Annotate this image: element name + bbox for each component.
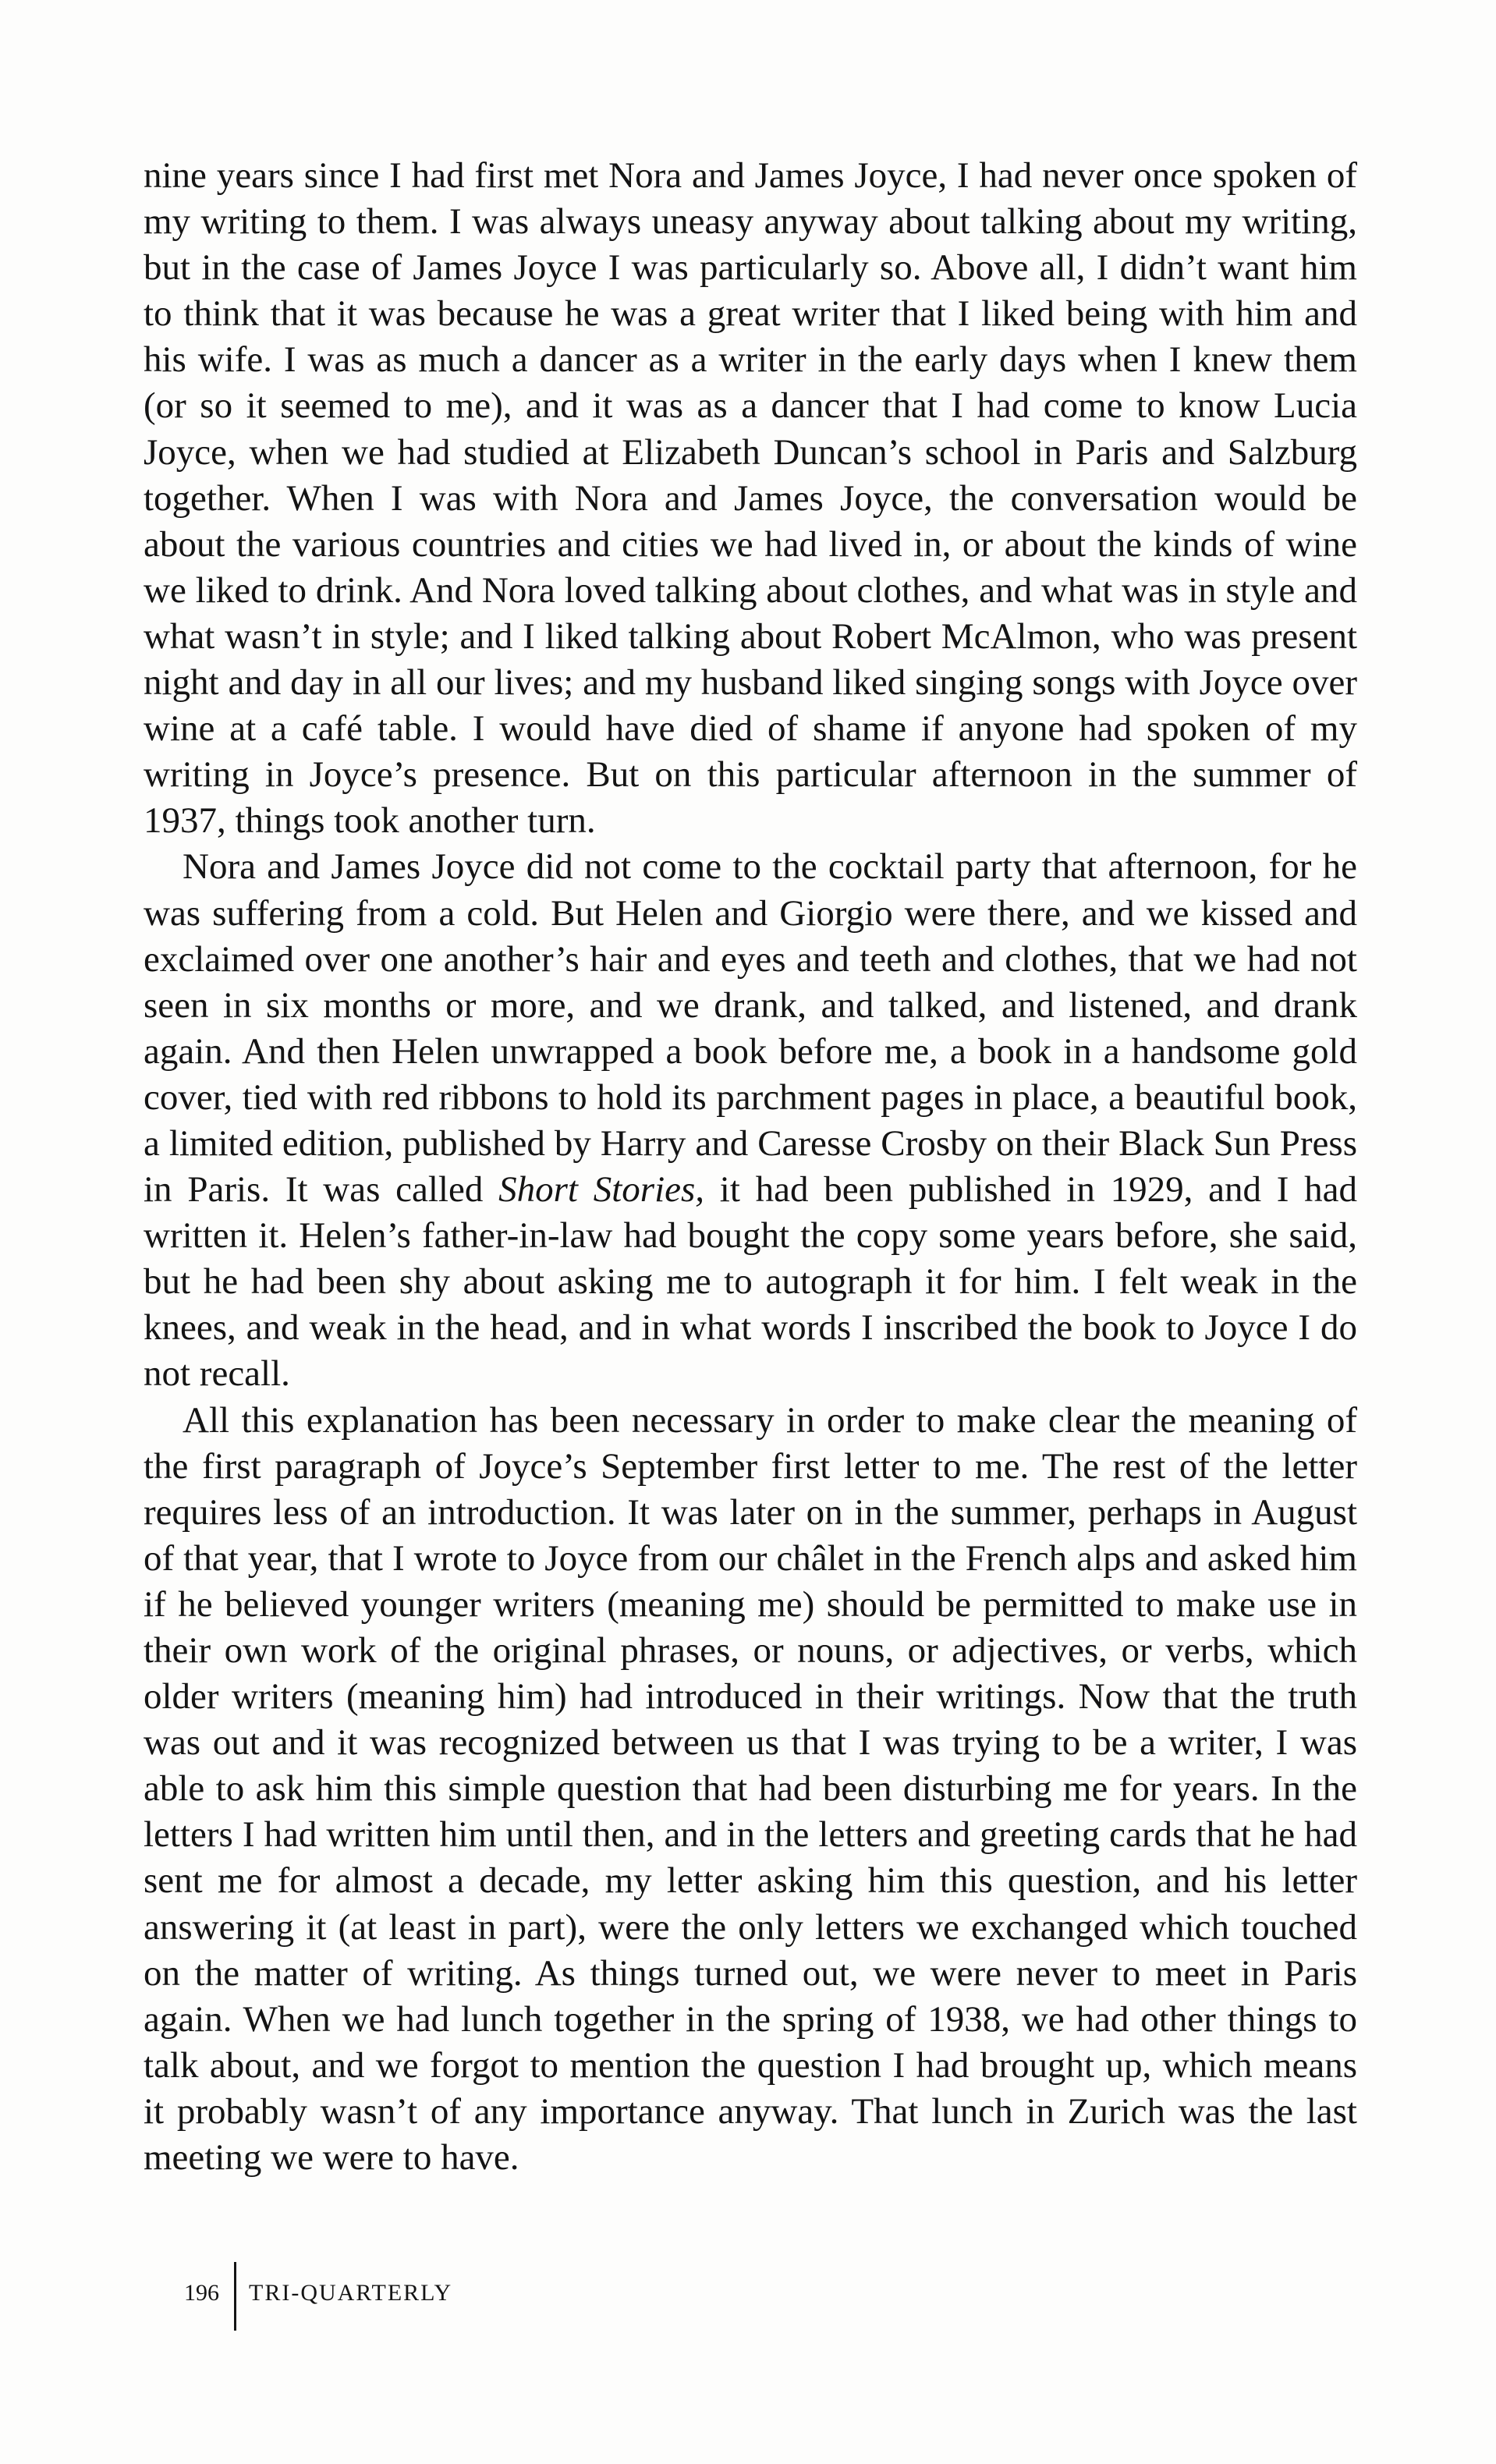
paragraph-explanation: All this explanation has been necessary in order to make clear the meaning of the first paragraph of Joyce’s September first letter to me. The rest of the letter requires less of an introduction. It was later on in the summer, perhaps in August of that year, that I wrote to Joyce from our châlet in the French alps and asked him if he believed younger writers (meaning me) should be permitted to make use in their own work of the original phrases, or nouns, or adjectives, or verbs, which older writers (meaning him) had introduced in their writings. Now that the truth was out and it was recognized between us that I was trying to be a writer, I was able to ask him this simple question that had been disturbing me for years. In the letters I had written him until then, and in the letters and greeting cards that he had sent me for almost a decade, my letter asking him this question, and his letter answering it (at least in part), were the only letters we exchanged which touched on the matter of writing. As things turned out, we were never to meet in Paris again. When we had lunch together in the spring of 1938, we had other things to talk about, and we forgot to mention the question I had brought up, which means it probably wasn’t of any importance anyway. That lunch in Zurich was the last meeting we were to have. — [144, 1399, 1357, 2179]
book-title-italic: Short Stories, — [498, 1169, 705, 1211]
journal-name: TRI-QUARTERLY — [249, 2280, 453, 2306]
paragraph-text-after-title: it had been published in 1929, and I had written it. Helen’s father-in-law had bought the copy some years before, she said, but he had been shy about asking me to autograph it for him. I felt weak in the knees, and weak in the head, and in what words I inscribed the book to Joyce I do not recall. — [144, 1169, 1357, 1395]
paragraph-cocktail-party — [144, 844, 1357, 1397]
body-text — [144, 153, 1357, 2181]
footer-divider — [234, 2262, 236, 2331]
paragraph-continued: nine years since I had first met Nora and James Joyce, I had never once spoken of my writing to them. I was always uneasy anyway about talking about my writing, but in the case of James Joyce I was particularly so. Above all, I didn’t want him to think that it was because he was a great writer that I liked being with him and his wife. I was as much a dancer as a writer in the early days when I knew them (or so it seemed to me), and it was as a dancer that I had come to know Lucia Joyce, when we had studied at Elizabeth Duncan’s school in Paris and Salzburg together. When I was with Nora and James Joyce, the conversation would be about the various countries and cities we had lived in, or about the kinds of wine we liked to drink. And Nora loved talking about clothes, and what was in style and what wasn’t in style; and I liked talking about Robert McAlmon, who was present night and day in all our lives; and my husband liked singing songs with Joyce over wine at a café table. I would have died of shame if anyone had spoken of my writing in Joyce’s presence. But on this particular afternoon in the summer of 1937, things took another turn. — [144, 155, 1357, 842]
paragraph-text-before-title: Nora and James Joyce did not come to the cocktail party that afternoon, for he was suffering from a cold. But Helen and Giorgio were there, and we kissed and exclaimed over one another’s hair and eyes and teeth and clothes, that we had not seen in six months or more, and we drank, and talked, and listened, and drank again. And then Helen unwrapped a book before me, a book in a handsome gold cover, tied with red ribbons to hold its parchment pages in place, a beautiful book, a limited edition, published by Harry and Caresse Crosby on their Black Sun Press in Paris. It was called — [144, 846, 1357, 1211]
page-number: 196 — [184, 2280, 219, 2306]
